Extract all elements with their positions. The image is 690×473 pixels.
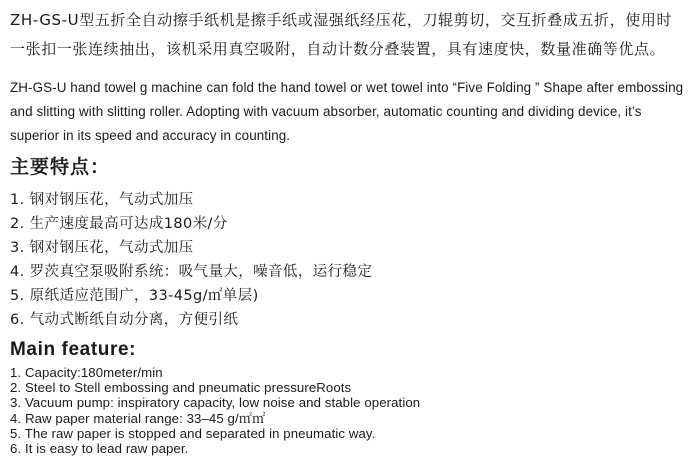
intro-chinese: ZH-GS-U型五折全自动擦手纸机是擦手纸或湿强纸经压花，刀辊剪切，交互折叠成五折，使用时一张扣一张连续抽出，该机采用真空吸附，自动计数分叠装置，具有速度快，数量准确等优点。 — [10, 11, 673, 58]
feature-item-en-3: 3. Vacuum pump: inspiratory capacity, low noise and stable operation — [10, 395, 421, 411]
feature-item-cn-1: 1. 钢对钢压花，气动式加压 — [10, 192, 194, 208]
feature-item-en-6: 6. It is easy to lead raw paper. — [10, 441, 189, 457]
features-list-english — [10, 365, 686, 456]
feature-item-en-1: 1. Capacity:180meter/min — [10, 365, 163, 380]
feature-item-en-5: 5. The raw paper is stopped and separated in pneumatic way. — [10, 425, 376, 441]
features-title-chinese: 主要特点： — [10, 156, 111, 178]
feature-item-cn-5: 5. 原纸适应范围广，33-45g/㎡单层) — [10, 288, 259, 304]
feature-item-cn-6: 6. 气动式断纸自动分离，方便引纸 — [10, 312, 239, 328]
document-page — [10, 6, 686, 456]
features-list-chinese — [10, 188, 686, 332]
feature-item-cn-4: 4. 罗茨真空泵吸附系统：吸气量大，噪音低，运行稳定 — [10, 264, 373, 280]
feature-item-cn-3: 3. 钢对钢压花，气动式加压 — [10, 240, 194, 256]
intro-english: ZH-GS-U hand towel g machine can fold the hand towel or wet towel into “Five Folding ” Shape after embossing and slitting with slitting roller. Adopting with vacuum absorber, automatic counting and dividing device, it’s superior in its speed and accuracy in counting. — [10, 80, 684, 143]
feature-item-cn-2: 2. 生产速度最高可达成180米/分 — [10, 216, 228, 232]
features-title-english: Main feature: — [10, 339, 137, 360]
feature-item-en-2: 2. Steel to Stell embossing and pneumatic pressureRoots — [10, 380, 352, 396]
feature-item-en-4: 4. Raw paper material range: 33–45 g/㎡㎡ — [10, 410, 266, 426]
